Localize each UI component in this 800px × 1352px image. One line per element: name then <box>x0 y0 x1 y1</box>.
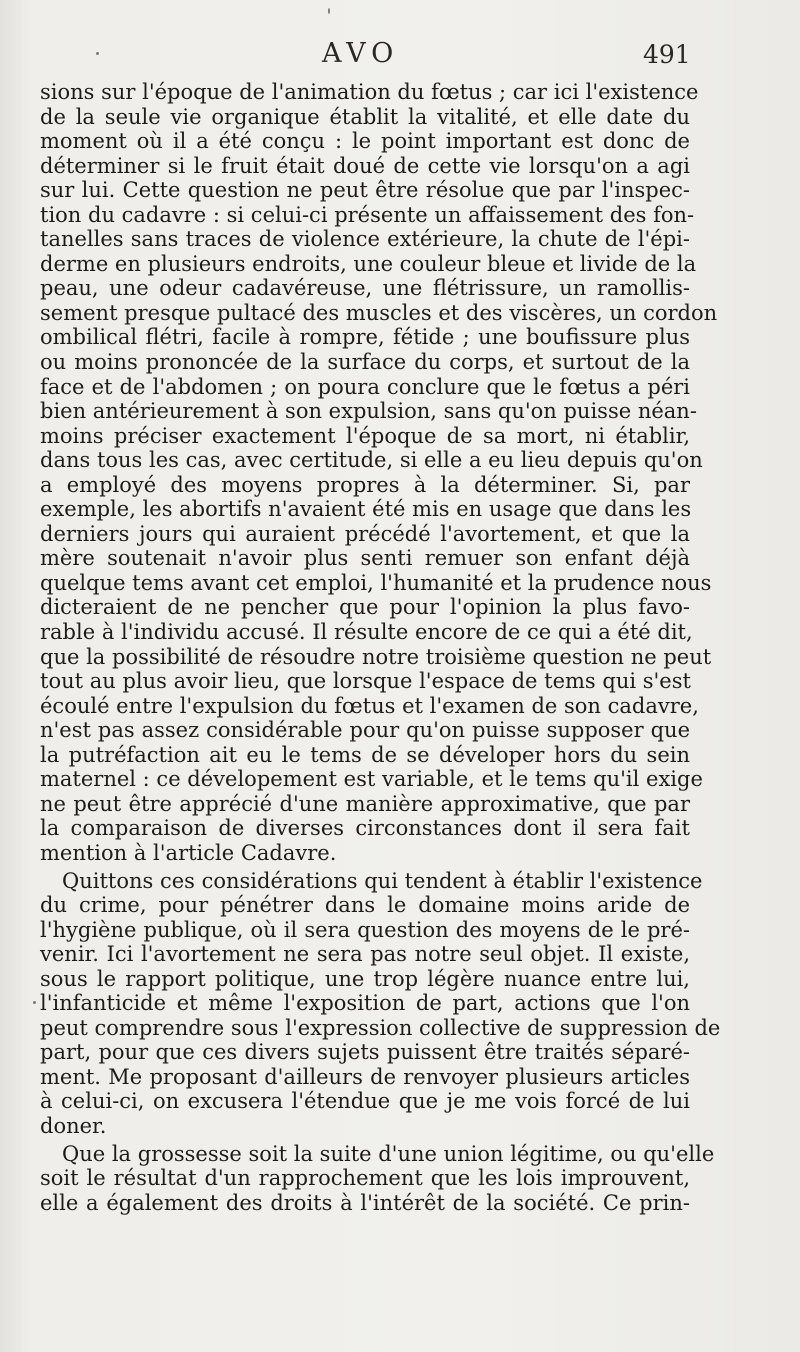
text-line: mère soutenait n'avoir plus senti remuer son enfant déjà <box>40 546 690 571</box>
paragraph <box>40 1141 715 1216</box>
text-line: sur lui. Cette question ne peut être résolue que par l'inspec- <box>40 178 690 203</box>
text-line: déterminer si le fruit était doué de cette vie lorsqu'on a agi <box>40 153 690 178</box>
text-line: dans tous les cas, avec certitude, si elle a eu lieu depuis qu'on <box>40 448 703 473</box>
text-line: a employé des moyens propres à la déterminer. Si, par <box>40 472 690 497</box>
paragraph <box>40 868 721 1139</box>
text-line: moment où il a été conçu : le point important est donc de <box>40 129 690 154</box>
text-line: rable à l'individu accusé. Il résulte encore de ce qui a été dit, <box>40 620 693 645</box>
paper-speck <box>96 52 99 55</box>
text-line: peut comprendre sous l'expression collective de suppression de <box>40 1015 721 1040</box>
paper-speck <box>33 1001 36 1004</box>
text-line: peau, une odeur cadavéreuse, une flétrissure, un ramollis- <box>40 276 690 301</box>
text-line: de la seule vie organique établit la vitalité, et elle date du <box>40 104 690 129</box>
text-line: tanelles sans traces de violence extérieure, la chute de l'épi- <box>40 227 690 252</box>
text-line: n'est pas assez considérable pour qu'on puisse supposer que <box>40 718 690 743</box>
text-line: part, pour que ces divers sujets puissent être traités séparé- <box>40 1040 690 1065</box>
text-line: tout au plus avoir lieu, que lorsque l'espace de tems qui s'est <box>40 669 691 694</box>
text-line: à celui-ci, on excusera l'étendue que je me vois forcé de lui <box>40 1089 690 1114</box>
text-line: tion du cadavre : si celui-ci présente un affaissement des fon- <box>40 202 695 227</box>
paper-speck <box>328 8 330 14</box>
text-line: sions sur l'époque de l'animation du fœtus ; car ici l'existence <box>40 80 699 104</box>
text-line: maternel : ce dévelopement est variable, et le tems qu'il exige <box>40 767 703 792</box>
text-line: écoulé entre l'expulsion du fœtus et l'examen de son cadavre, <box>40 693 699 718</box>
text-line: derniers jours qui auraient précédé l'avortement, et que la <box>40 521 690 546</box>
text-line: la putréfaction ait eu le tems de se déveloper hors du sein <box>40 742 690 767</box>
text-line: sement presque pultacé des muscles et des viscères, un cordon <box>40 300 718 325</box>
text-line: sous le rapport politique, une trop légère nuance entre lui, <box>40 966 690 991</box>
text-line: quelque tems avant cet emploi, l'humanité et la prudence nous <box>40 570 712 595</box>
text-line: derme en plusieurs endroits, une couleur bleue et livide de la <box>40 251 697 276</box>
text-line: soit le résultat d'un rapprochement que les lois improuvent, <box>40 1166 690 1191</box>
page-number: 491 <box>643 40 691 69</box>
text-line: moins préciser exactement l'époque de sa mort, ni établir, <box>40 423 690 448</box>
text-line: ou moins prononcée de la surface du corps, et surtout de la <box>40 350 690 375</box>
text-line: dicteraient de ne pencher que pour l'opinion la plus favo- <box>40 595 690 620</box>
text-line: que la possibilité de résoudre notre troisième question ne peut <box>40 644 712 669</box>
paragraph <box>40 80 718 866</box>
text-body <box>40 80 721 1215</box>
text-line: ombilical flétri, facile à rompre, fétide ; une boufissure plus <box>40 325 690 350</box>
text-line: la comparaison de diverses circonstances dont il sera fait <box>40 816 690 841</box>
text-line: du crime, pour pénétrer dans le domaine moins aride de <box>40 893 690 918</box>
text-line: l'infanticide et même l'exposition de part, actions que l'on <box>40 991 690 1016</box>
text-line: ment. Me proposant d'ailleurs de renvoyer plusieurs articles <box>40 1064 690 1089</box>
text-line: exemple, les abortifs n'avaient été mis en usage que dans les <box>40 497 692 522</box>
text-line: ne peut être apprécié d'une manière approximative, que par <box>40 791 690 816</box>
text-line: l'hygiène publique, où il sera question des moyens de le pré- <box>40 917 690 942</box>
running-header <box>0 36 800 70</box>
text-line: mention à l'article Cadavre. <box>40 840 337 865</box>
text-line: Quittons ces considérations qui tendent à établir l'existence <box>62 868 703 893</box>
running-title: AVO <box>322 38 400 69</box>
text-line: doner. <box>40 1113 107 1138</box>
text-line: bien antérieurement à son expulsion, sans qu'on puisse néan- <box>40 399 697 424</box>
text-line: face et de l'abdomen ; on poura conclure que le fœtus a péri <box>40 374 690 399</box>
text-line: venir. Ici l'avortement ne sera pas notre seul objet. Il existe, <box>40 942 690 967</box>
text-line: elle a également des droits à l'intérêt de la société. Ce prin- <box>40 1190 690 1215</box>
text-line: Que la grossesse soit la suite d'une union légitime, ou qu'elle <box>62 1141 715 1166</box>
